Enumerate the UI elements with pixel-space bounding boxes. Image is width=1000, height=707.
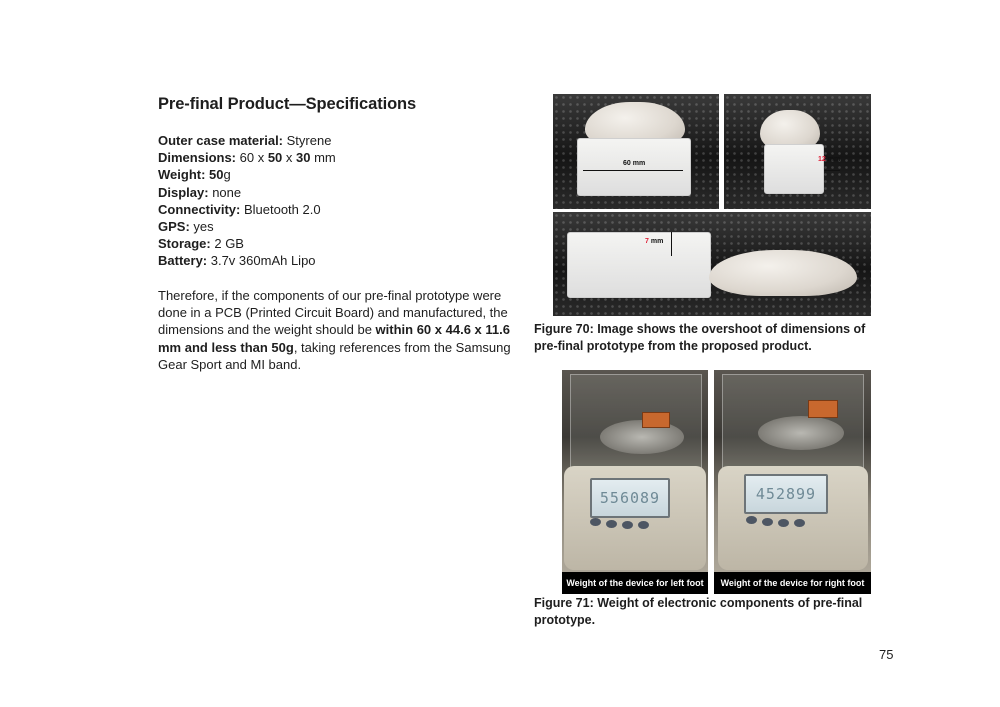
figure71-right-label: Weight of the device for right foot (714, 572, 871, 594)
scale-button-icon (590, 518, 601, 526)
prototype-case (764, 144, 824, 194)
depth-dimension-label: 12 mm (818, 156, 841, 163)
scale-display: 556089 (590, 478, 670, 518)
body-paragraph: Therefore, if the components of our pre-final prototype were done in a PCB (Printed Circuit Board) and manufactured, the dimensions and the weight should be within 60 x 44.6 x 11.6 mm and less than 50g, taking references from the Samsung Gear Sport and MI band. (158, 288, 511, 372)
spec-list (158, 132, 336, 270)
width-dimension-line (583, 170, 683, 171)
height-dimension-line (671, 232, 672, 256)
scale-pan (758, 416, 844, 450)
page-number: 75 (879, 647, 894, 662)
clay-model (709, 250, 857, 296)
width-dimension-label: 60 mm (623, 160, 646, 167)
section-heading: Pre-final Product—Specifications (158, 95, 417, 113)
scale-button-icon (606, 520, 617, 528)
figure70-photo-front (553, 94, 719, 209)
scale-button-icon (638, 521, 649, 529)
spec-display: Display: none (158, 184, 242, 200)
figure71-left-label: Weight of the device for left foot (562, 572, 708, 594)
figure70-photo-side (724, 94, 871, 209)
figure70-caption: Figure 70: Image shows the overshoot of dimensions of pre-final prototype from the proposed product. (534, 322, 866, 353)
height-dimension-label: 7 mm (645, 238, 664, 245)
scale-button-icon (762, 518, 773, 526)
spec-battery: Battery: 3.7v 360mAh Lipo (158, 253, 316, 269)
prototype-case (577, 138, 691, 196)
scale-button-icon (794, 519, 805, 527)
spec-material: Outer case material: Styrene (158, 133, 332, 148)
figure71-photo-right (714, 370, 871, 594)
spec-storage: Storage: 2 GB (158, 236, 244, 252)
spec-weight: Weight: 50g (158, 167, 231, 183)
figure70-photo-height (553, 212, 871, 316)
figure71-photo-left (562, 370, 708, 594)
prototype-case (567, 232, 711, 298)
scale-button-icon (746, 516, 757, 524)
spec-connectivity: Connectivity: Bluetooth 2.0 (158, 201, 321, 217)
scale-display: 452899 (744, 474, 828, 514)
scale-button-icon (622, 521, 633, 529)
figure71-caption: Figure 71: Weight of electronic components of pre-final prototype. (534, 596, 863, 627)
spec-gps: GPS: yes (158, 219, 214, 235)
spec-dimensions: Dimensions: 60 x 50 x 30 mm (158, 150, 336, 166)
depth-dimension-line (824, 170, 840, 171)
electronics-board (808, 400, 838, 418)
electronics-board (642, 412, 670, 428)
scale-button-icon (778, 519, 789, 527)
